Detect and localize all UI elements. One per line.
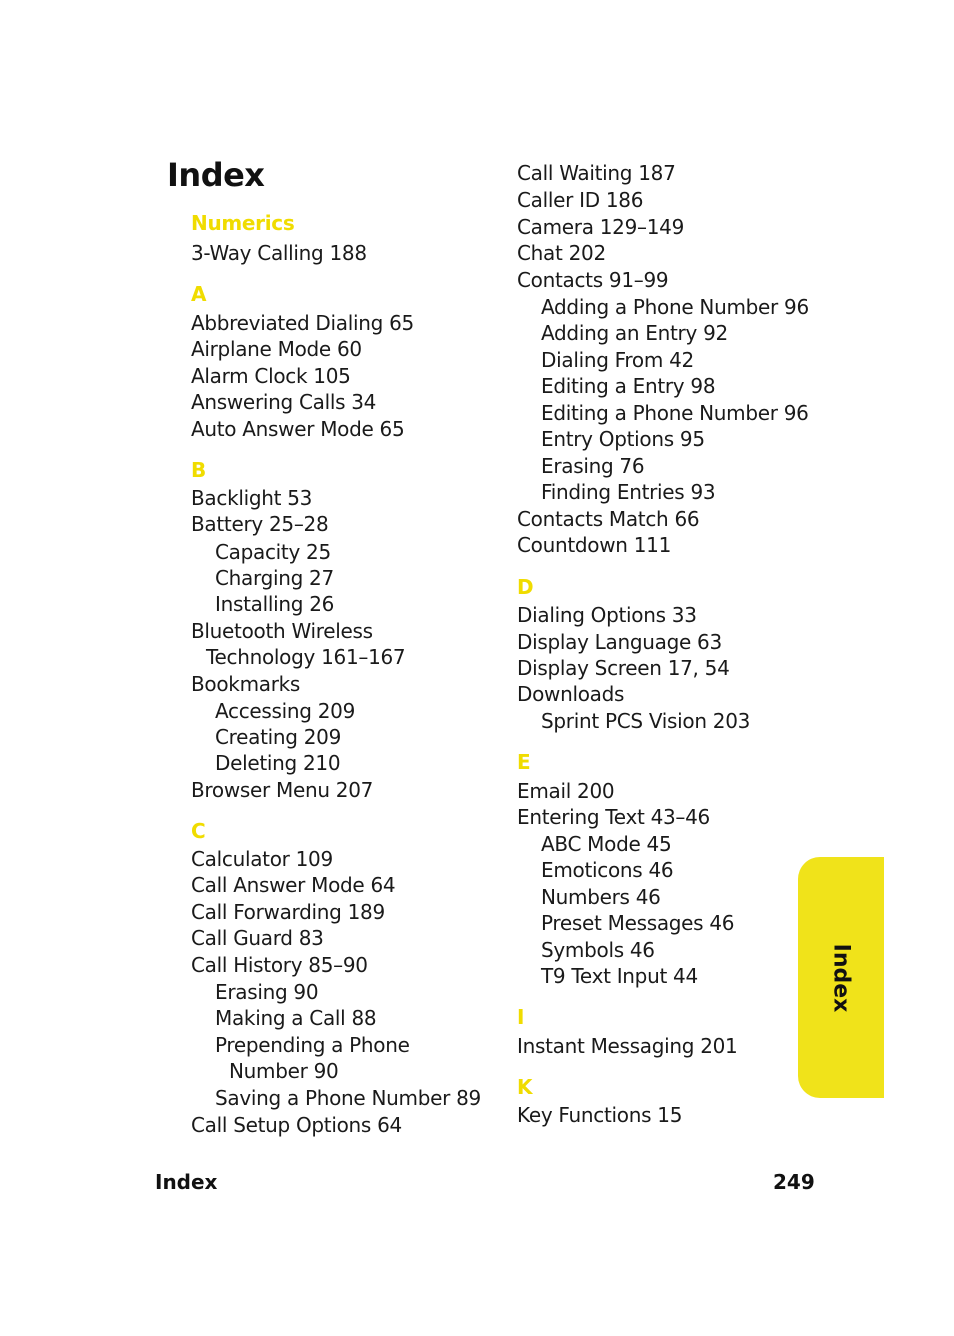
index-entry: Capacity 25 [215,540,331,564]
index-entry: Emoticons 46 [541,858,674,882]
index-entry: Auto Answer Mode 65 [191,417,405,441]
footer-page-number: 249 [773,1170,815,1194]
index-entry: Countdown 111 [517,533,671,557]
index-letter-heading: A [191,282,207,306]
index-entry: Instant Messaging 201 [517,1034,738,1058]
index-letter-heading: Numerics [191,211,295,235]
index-entry: Numbers 46 [541,885,661,909]
index-entry: Airplane Mode 60 [191,337,362,361]
index-entry: Charging 27 [215,566,334,590]
index-entry: Preset Messages 46 [541,911,735,935]
index-letter-heading: I [517,1005,525,1029]
index-entry: Prepending a Phone [215,1033,410,1057]
index-entry: 3-Way Calling 188 [191,241,367,265]
index-entry: Bluetooth Wireless [191,619,373,643]
index-entry: Erasing 76 [541,454,645,478]
index-entry: Battery 25–28 [191,512,329,536]
index-entry: ABC Mode 45 [541,832,672,856]
index-entry: Call Waiting 187 [517,161,676,185]
page-title: Index [167,156,265,194]
index-entry: Adding a Phone Number 96 [541,295,809,319]
index-letter-heading: D [517,575,534,599]
index-entry: Browser Menu 207 [191,778,374,802]
index-entry: Editing a Phone Number 96 [541,401,809,425]
index-entry: Accessing 209 [215,699,356,723]
index-entry: Display Language 63 [517,630,722,654]
section-tab-label: Index [828,943,854,1012]
index-entry: Call History 85–90 [191,953,368,977]
index-entry: Adding an Entry 92 [541,321,728,345]
index-entry: Dialing From 42 [541,348,694,372]
index-entry: Contacts Match 66 [517,507,700,531]
index-entry: Call Setup Options 64 [191,1113,402,1137]
index-entry: Creating 209 [215,725,342,749]
index-entry: Sprint PCS Vision 203 [541,709,751,733]
index-entry: Entering Text 43–46 [517,805,710,829]
index-entry: Finding Entries 93 [541,480,716,504]
index-entry: Answering Calls 34 [191,390,377,414]
index-entry: Calculator 109 [191,847,333,871]
index-entry: Erasing 90 [215,980,319,1004]
index-entry: Alarm Clock 105 [191,364,351,388]
index-entry: Contacts 91–99 [517,268,669,292]
index-entry: Key Functions 15 [517,1103,683,1127]
index-entry: Symbols 46 [541,938,655,962]
index-letter-heading: E [517,750,531,774]
index-entry: Installing 26 [215,592,335,616]
index-entry: Email 200 [517,779,615,803]
index-entry: Call Guard 83 [191,926,324,950]
index-entry: Call Answer Mode 64 [191,873,396,897]
index-entry: Number 90 [229,1059,339,1083]
index-letter-heading: C [191,819,206,843]
index-entry: Making a Call 88 [215,1006,377,1030]
index-entry: Call Forwarding 189 [191,900,385,924]
footer-section-name: Index [155,1170,218,1194]
index-entry: Bookmarks [191,672,301,696]
index-entry: Technology 161–167 [206,645,406,669]
index-entry: Entry Options 95 [541,427,705,451]
index-entry: Camera 129–149 [517,215,684,239]
index-letter-heading: K [517,1075,533,1099]
index-entry: Caller ID 186 [517,188,644,212]
index-entry: Chat 202 [517,241,606,265]
index-letter-heading: B [191,458,206,482]
index-entry: Backlight 53 [191,486,313,510]
index-entry: Dialing Options 33 [517,603,697,627]
index-entry: Downloads [517,682,625,706]
index-entry: Display Screen 17, 54 [517,656,730,680]
index-entry: Abbreviated Dialing 65 [191,311,414,335]
index-entry: Deleting 210 [215,751,341,775]
section-tab [798,857,884,1098]
index-entry: Editing a Entry 98 [541,374,716,398]
index-entry: T9 Text Input 44 [541,964,698,988]
index-entry: Saving a Phone Number 89 [215,1086,481,1110]
